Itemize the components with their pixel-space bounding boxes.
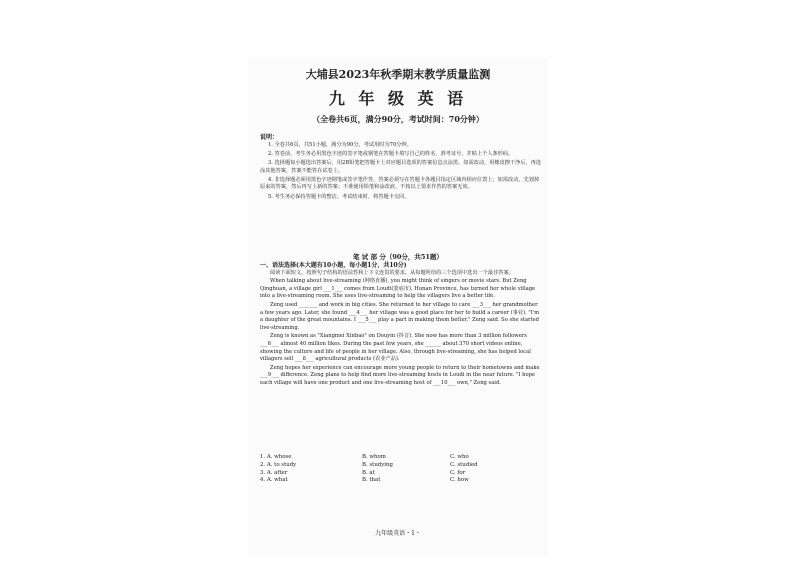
passage-paragraph: When talking about live-streaming (网络直播), you might think of singers or movie stars. But Zeng Qinghuan, a village girl ___1___ comes from Loudi(娄底市), Hunan Province, has turned her whole village into a live-streaming room. She uses live-streaming to help the villagers live a better life.: [260, 278, 536, 300]
option-a: 1. A. whose: [260, 454, 292, 460]
option-b: B. studying: [362, 461, 393, 468]
passage-paragraph: Zeng hopes her experience can encourage more young people to return to their hometowns and make ___9___ difference. Zeng plans to help find more live-streaming hosts in Loudi in the near future. "I hope each village will have one product and one live-streaming host of ___10___ own," Zeng said.: [260, 364, 540, 386]
option-c: C. studied: [450, 461, 478, 468]
exam-title: 大埔县2023年秋季期末教学质量监测: [305, 68, 491, 81]
option-c: C. for: [450, 469, 466, 476]
grammar-section: [260, 262, 542, 388]
instructions: [260, 134, 542, 203]
option-b: B. whom: [362, 454, 386, 460]
option-b: B. that: [362, 477, 381, 484]
part-heading: 一、语法选择(本大题有10小题，每小题1分，共10分): [260, 262, 407, 269]
option-c: C. who: [450, 454, 469, 460]
section-title: 笔 试 部 分（90分，共51题）: [353, 253, 443, 261]
directions: 阅读下面短文，按照句子结构的语法性和上下文连贯的要求，从每题所给的三个选项中选出一个最佳答案。: [270, 269, 514, 276]
instruction-item: 1. 全卷共6页，共51小题，满分为90分，考试用时为70分钟。: [268, 141, 412, 148]
option-a: 4. A. what: [260, 477, 288, 484]
page-footer: 九年级英语・1・: [375, 530, 421, 537]
exam-info: （全卷共6页，满分90分，考试时间：70分钟）: [312, 114, 484, 124]
option-row: [260, 462, 542, 470]
instruction-item: 2. 答卷前，考生务必用黑色字迹的签字笔或钢笔在答题卡填写自己的姓名、准考证号，并贴上个人条形码。: [268, 150, 514, 157]
instruction-item: 5. 考生务必保持答题卡的整洁。考试结束时，将答题卡交回。: [268, 193, 410, 200]
subject-title: 九 年 级 英 语: [328, 89, 468, 108]
answer-options: [260, 454, 542, 485]
option-row: [260, 477, 542, 485]
option-b: B. at: [362, 469, 375, 476]
option-row: [260, 454, 542, 462]
exam-page: [248, 58, 548, 556]
instruction-item: 4. 非选择题必须用黑色字迹钢笔或签字笔作答，答案必须写在答题卡各题目指定区域内相应位置上；如需改动，先划掉原来的答案，然后再写上新的答案；不准使用铅笔和涂改液。不按以上要求作答的答案无效。: [260, 176, 540, 191]
option-row: [260, 470, 542, 478]
passage-paragraph: Zeng used _______ and work in big cities. She returned to her village to care ___3___ her grandmother a few years ago. Later, she found ___4___ her village was a good place for her to build a career (事业). "I'm a daughter of the great mountains. I ___5___ play a part in making them better," Zeng said. So she started live-streaming.: [260, 301, 540, 331]
instruction-item: 3. 选择题每小题选出答案后，用2B铅笔把答题卡上对应题目选项的答案信息点涂黑，如需改动，用橡皮擦干净后，再选涂其他答案，答案不能答在试卷上。: [260, 159, 542, 174]
passage-paragraph: Zeng is known as "Xiangmei Xinbao" on Douyin (抖音). She now has more than 3 million followers ___6___ almost 40 million likes. During the past few years, she ______ about 370 short videos online, showing the culture and life of people in her village. Also, through live-streaming, she has helped local villagers sell ___8___ agricultural products (农业产品).: [260, 333, 531, 363]
instructions-heading: 说明：: [260, 134, 279, 141]
option-c: C. how: [450, 477, 469, 484]
option-a: 2. A. to study: [260, 461, 297, 468]
option-a: 3. A. after: [260, 469, 288, 476]
